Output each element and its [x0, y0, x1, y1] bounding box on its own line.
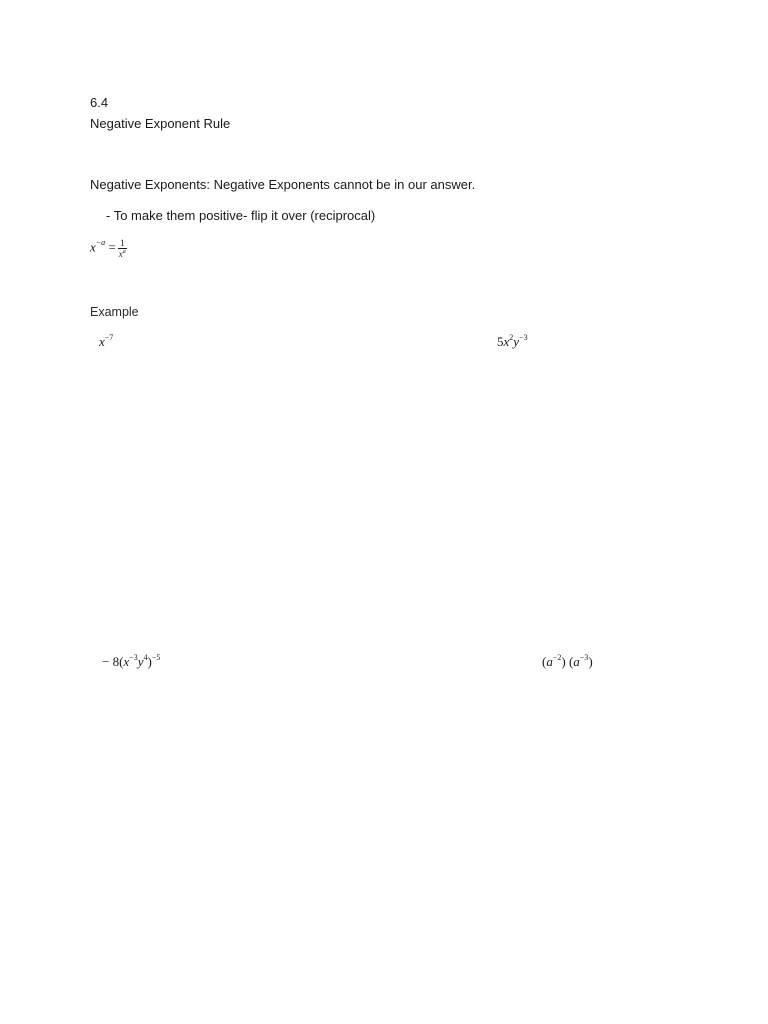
problem-3-x-exponent: −3: [129, 652, 138, 662]
problem-3-y-exponent: 4: [143, 652, 148, 662]
problem-3-prefix: − 8(: [102, 654, 124, 669]
problem-4-open-1: (: [542, 654, 547, 669]
problem-2-y-exponent: −3: [519, 332, 528, 342]
rule-base: x: [90, 239, 96, 255]
problem-2-y: y: [513, 334, 520, 349]
problem-3-outer-exponent: −5: [151, 652, 161, 662]
problem-4-exponent-1: −2: [552, 652, 562, 662]
section-title: Negative Exponent Rule: [90, 116, 231, 131]
rule-exponent: −a: [95, 238, 106, 248]
definition-text: Negative Exponents: Negative Exponents cannot be in our answer.: [90, 177, 476, 192]
problem-2-x: x: [503, 334, 510, 349]
problem-3: [102, 654, 160, 670]
problem-2-coefficient: 5: [497, 334, 504, 349]
problem-3-close: ): [147, 654, 152, 669]
problem-4-close-2: ): [588, 654, 593, 669]
problem-4-base-1: a: [546, 654, 553, 669]
section-number: 6.4: [90, 95, 109, 110]
negative-exponent-rule: [90, 238, 127, 259]
problem-4-close-1: ): [561, 654, 566, 669]
reciprocal-tip: - To make them positive- flip it over (reciprocal): [106, 208, 376, 223]
fraction-numerator: 1: [118, 238, 127, 249]
problem-2-x-exponent: 2: [509, 332, 514, 342]
fraction-denominator-exponent: a: [122, 249, 126, 255]
problem-4-open-2: (: [565, 654, 574, 669]
rule-equals: =: [108, 239, 116, 255]
problem-4: [542, 654, 593, 670]
rule-fraction: [118, 238, 127, 259]
example-heading: Example: [90, 305, 139, 319]
fraction-denominator-base: x: [118, 249, 123, 259]
problem-3-y: y: [137, 654, 144, 669]
problem-2: [497, 334, 528, 350]
problem-4-exponent-2: −3: [579, 652, 589, 662]
problem-3-x: x: [123, 654, 130, 669]
problem-4-base-2: a: [573, 654, 580, 669]
problem-1-base: x: [99, 334, 105, 349]
problem-1: [99, 334, 113, 350]
problem-1-exponent: −7: [104, 332, 114, 342]
